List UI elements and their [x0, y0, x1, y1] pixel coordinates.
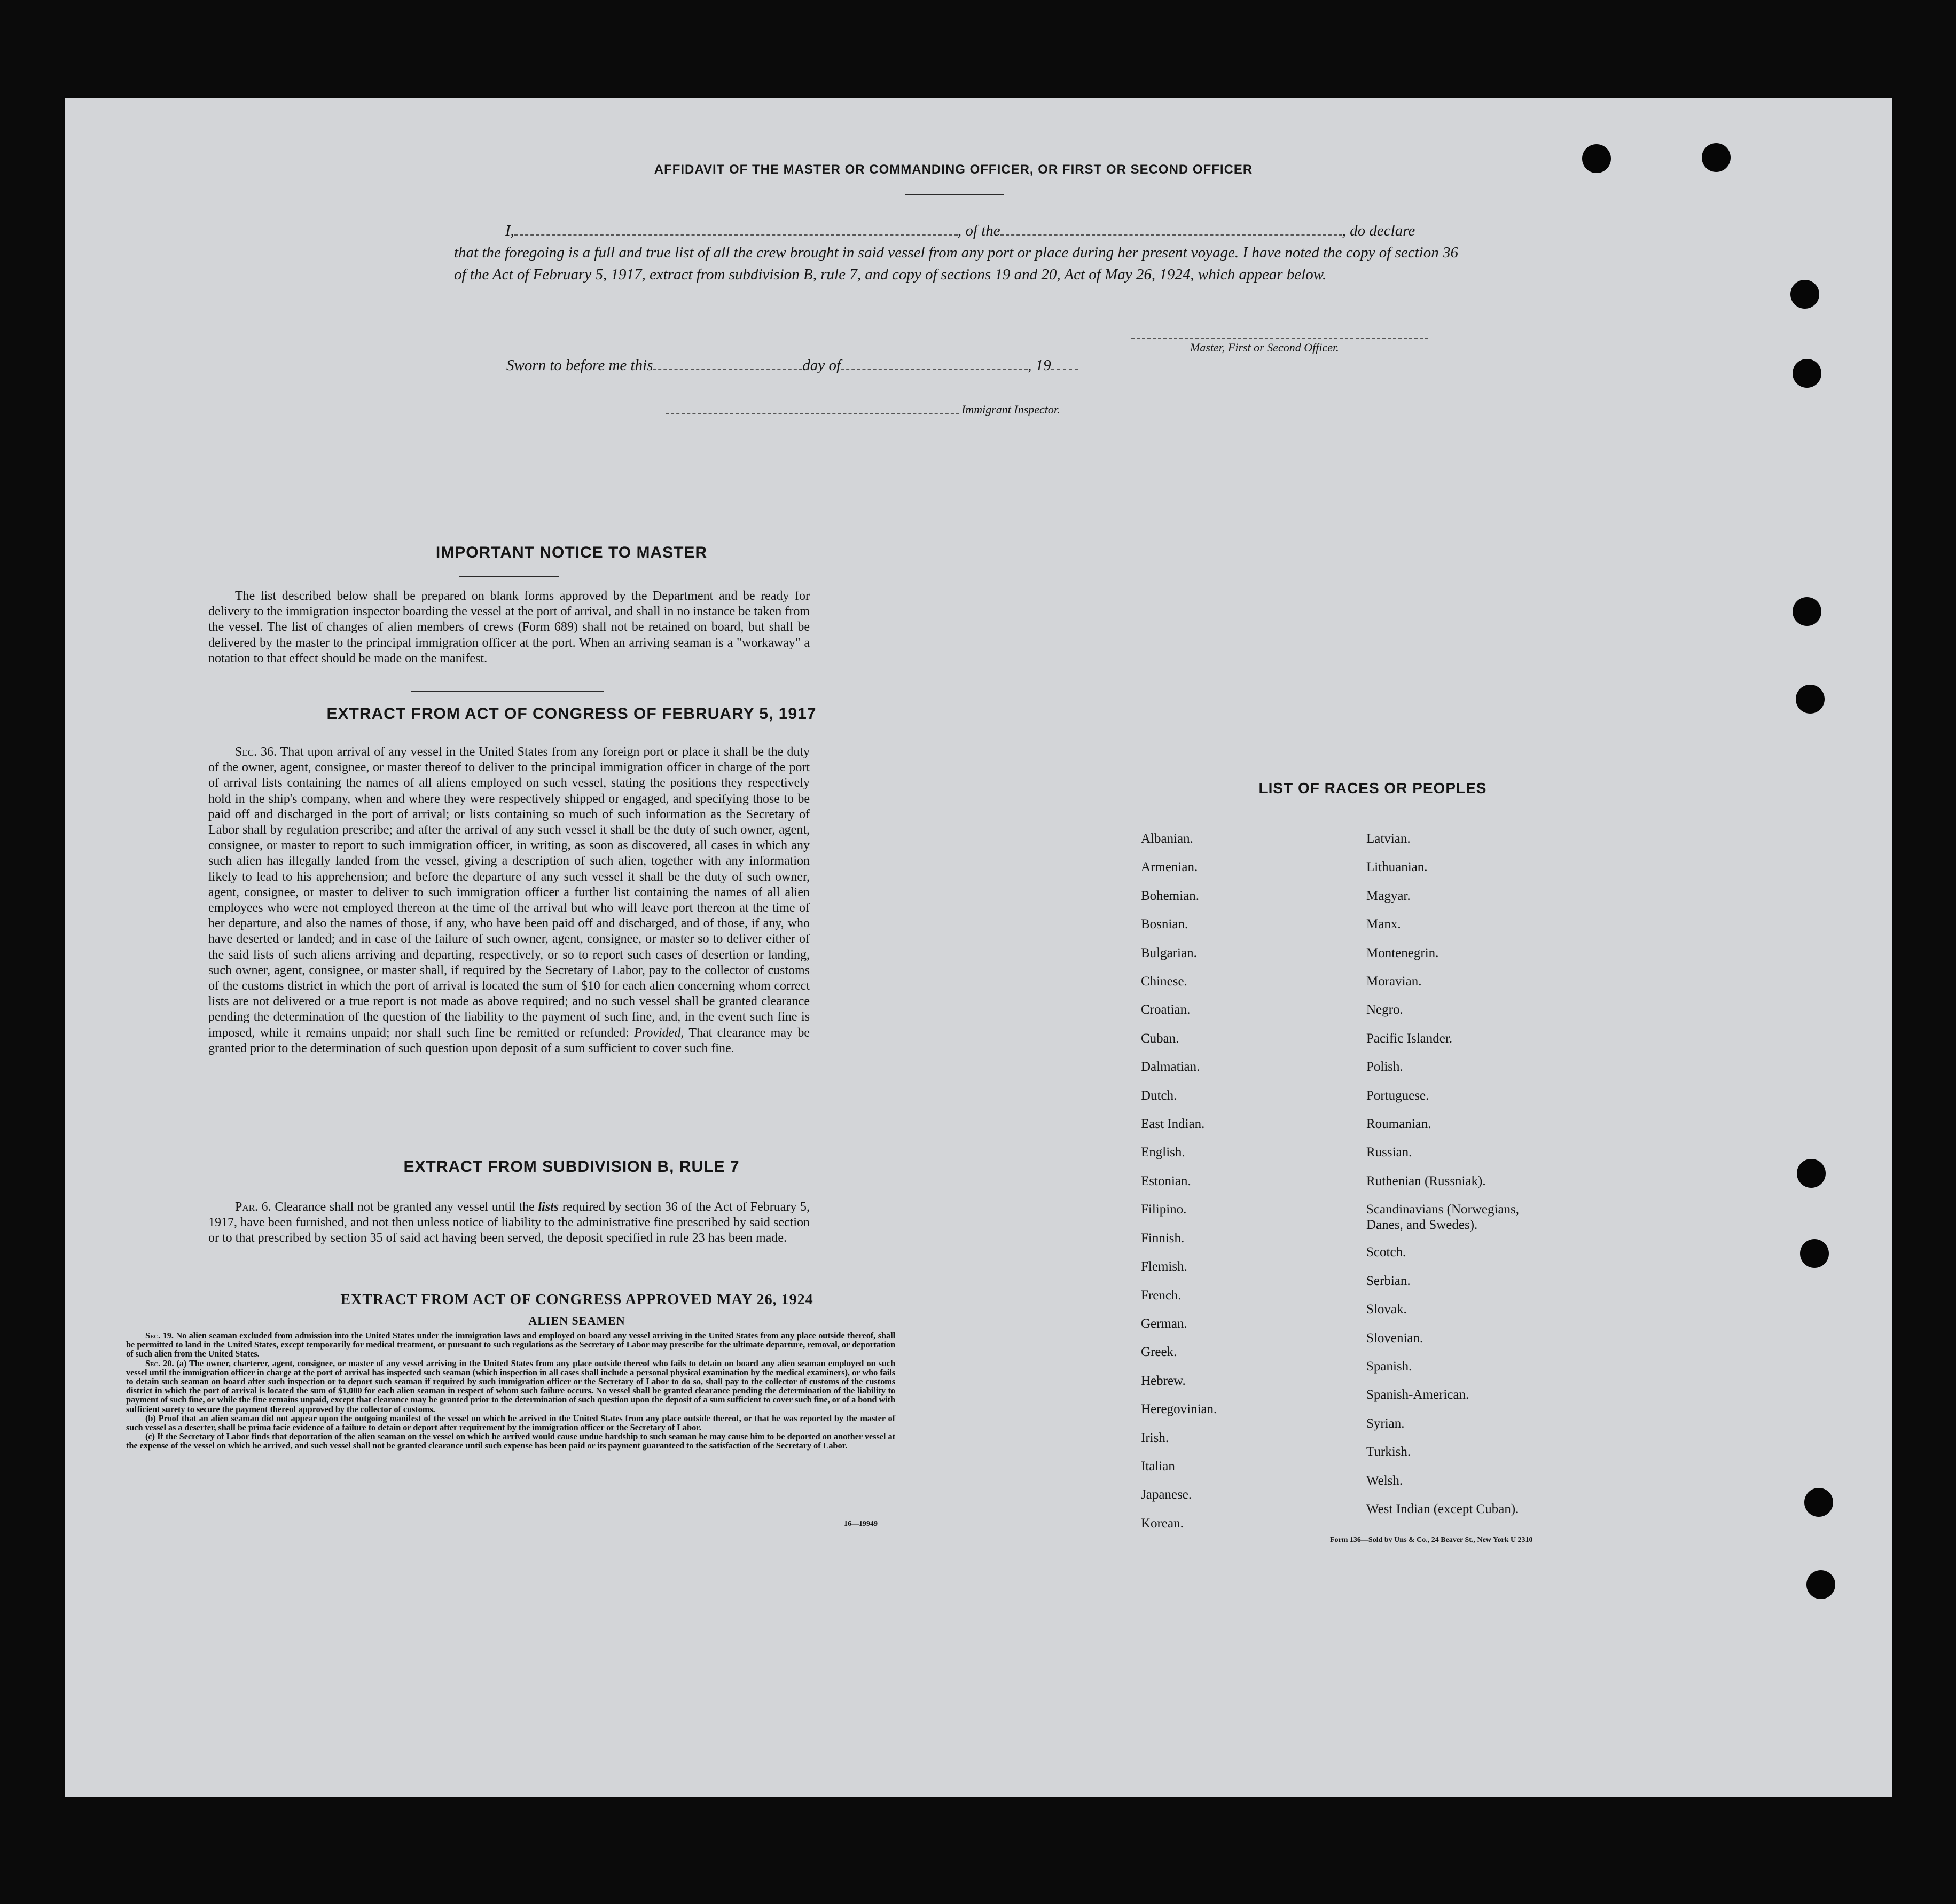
print-number: 16—19949: [844, 1520, 878, 1528]
race-item: Albanian.: [1141, 832, 1193, 846]
day-blank[interactable]: [653, 357, 802, 370]
race-item: Bulgarian.: [1141, 945, 1197, 960]
race-item: Latvian.: [1366, 832, 1411, 846]
race-item: German.: [1141, 1316, 1187, 1331]
race-item: English.: [1141, 1145, 1185, 1160]
par-6-body-b: required by section 36 of the Act of February 5, 1917, have been furnished, and not then unless notice of liability to the administrative fine prescribed by said section or to that prescribed by section 35 of said act having been served, the deposit specified in rule 23 has been made.: [208, 1200, 810, 1245]
race-item: Bohemian.: [1141, 888, 1200, 903]
section-36-text: [208, 745, 810, 1056]
race-item: French.: [1141, 1288, 1182, 1303]
notice-text: [208, 589, 810, 667]
race-item: Dalmatian.: [1141, 1060, 1200, 1075]
year-blank[interactable]: [1051, 357, 1078, 370]
punch-hole: [1800, 1239, 1829, 1268]
race-item: Turkish.: [1366, 1445, 1411, 1460]
sec-20c-paragraph: [126, 1432, 895, 1450]
sec-36-label: Sec. 36.: [235, 745, 277, 759]
sec-20b-body: (b) Proof that an alien seaman did not appear upon the outgoing manifest of the vessel on which he arrived in the United States from any place outside thereof, or that he was reported by the master of such vessel as a deserter, shall be prima facie evidence of a failure to detain or deport after requirement by the immigration officer or the Secretary of Labor.: [126, 1413, 895, 1433]
sec-20a-body: (a) The owner, charterer, agent, consignee, or master of any vessel arriving in the United States from any place outside thereof who fails to detain on board any alien seaman employed on such vessel until the immigration officer in charge at the port of arrival has inspected such seaman (which inspection in all cases shall include a personal physical examination by the medical examiners), or who fails to detain such seaman on board after such inspection or to deport such seaman if required by such immigration officer or the Secretary of Labor to do so, shall pay to the collector of customs of the customs district in which the port of arrival is located the sum of $1,000 for each alien seaman in respect of whom such failure occurs. No vessel shall be granted clearance pending the determination of the liability to payment of such fine, or while the fine remains unpaid, except that clearance may be granted prior to the determination of such question upon the deposit of a sum sufficient to cover such fine, or of a bond with sufficient surety to secure the payment thereof approved by the collector of customs.: [126, 1358, 896, 1414]
sec-19-paragraph: [126, 1331, 895, 1359]
form-footer: Form 136—Sold by Uns & Co., 24 Beaver St., New York U 2310: [1330, 1536, 1533, 1544]
race-item: Slovenian.: [1366, 1330, 1423, 1345]
extract-1924-heading: EXTRACT FROM ACT OF CONGRESS APPROVED MAY 26, 1924: [340, 1291, 813, 1308]
sec-20a-paragraph: [126, 1359, 895, 1414]
race-item: West Indian (except Cuban).: [1366, 1501, 1519, 1516]
punch-hole: [1793, 359, 1821, 388]
sections-19-20-text: [126, 1331, 895, 1451]
race-item: Manx.: [1366, 917, 1401, 932]
punch-hole: [1804, 1488, 1833, 1517]
divider: [905, 194, 1004, 195]
race-item: Armenian.: [1141, 860, 1198, 875]
races-right-column: [1366, 825, 1644, 1523]
vessel-blank[interactable]: [1000, 223, 1342, 236]
race-item: Italian: [1141, 1459, 1175, 1474]
races-heading: LIST OF RACES OR PEOPLES: [1258, 780, 1487, 796]
race-item-line: Danes, and Swedes).: [1366, 1218, 1478, 1233]
sec-19-body: No alien seaman excluded from admission into the United States under the immigration laws and employed on board any vessel arriving in the United States from any place outside thereof, shall be permitted to land in the United States, except temporarily for medical treatment, or pursuant to such regulations as the Secretary of Labor may prescribe for the ultimate departure, removal, or deportation of such alien from the United States.: [126, 1330, 895, 1359]
race-item: Negro.: [1366, 1002, 1403, 1017]
race-item: Finnish.: [1141, 1231, 1185, 1245]
sworn-day-of: day of: [802, 357, 841, 374]
race-item: Russian.: [1366, 1145, 1412, 1160]
race-item: Polish.: [1366, 1060, 1403, 1075]
race-item: Pacific Islander.: [1366, 1031, 1453, 1046]
affidavit-declare: , do declare: [1342, 222, 1415, 239]
punch-hole: [1790, 280, 1819, 309]
race-item: Bosnian.: [1141, 917, 1188, 932]
race-item: Spanish-American.: [1366, 1388, 1469, 1402]
punch-hole: [1797, 1159, 1826, 1188]
race-item: Serbian.: [1366, 1273, 1411, 1288]
affidavit-body: [454, 220, 1458, 286]
inspector-label: Immigrant Inspector.: [961, 403, 1060, 416]
race-item: Japanese.: [1141, 1487, 1192, 1502]
race-item: Irish.: [1141, 1430, 1169, 1445]
provided-word: Provided,: [634, 1025, 684, 1040]
race-item: Croatian.: [1141, 1002, 1191, 1017]
race-item: Magyar.: [1366, 888, 1411, 903]
race-item: Spanish.: [1366, 1359, 1412, 1374]
race-item: Greek.: [1141, 1345, 1177, 1360]
race-item: Ruthenian (Russniak).: [1366, 1173, 1486, 1188]
sec-20b-paragraph: [126, 1414, 895, 1432]
race-item: Welsh.: [1366, 1473, 1403, 1488]
par-6-text: [208, 1200, 810, 1247]
name-blank[interactable]: [514, 223, 958, 236]
sec-36-body: That upon arrival of any vessel in the United States from any foreign port or place it shall be the duty of the owner, agent, consignee, or master thereof to deliver to the principal immigration officer in charge of the port of arrival lists containing the names of all aliens employed on such vessel, stating the positions they respectively hold in the ship's company, when and where they were respectively shipped or engaged, and specifying those to be paid off and discharged in the port of arrival; or lists containing so much of such information as the Secretary of Labor shall by regulation prescribe; and after the arrival of any such vessel it shall be the duty of such owner, agent, consignee, or master to report to such immigration officer, in writing, as soon as discovered, all cases in which any such alien has illegally landed from the vessel, giving a description of such alien, together with any information likely to lead to his apprehension; and before the departure of any such vessel it shall be the duty of such owner, agent, consignee, or master to deliver to such immigration officer a further list containing the names of all alien employees who were not employed thereon at the time of the arrival but who will leave port thereon at the time of her departure, and also the names of those, if any, who have been paid off and discharged, and of those, if any, who have deserted or landed; and in case of the failure of such owner, agent, consignee, or master so to deliver either of the said lists of such aliens arriving and departing, respectively, or so to report such cases of desertion or landing, such owner, agent, consignee, or master shall, if required by the Secretary of Labor, pay to the collector of customs of the customs district in which the port of arrival is located the sum of $10 for each alien concerning whom correct lists are not delivered or a true report is not made as above required; and no such vessel shall be granted clearance pending the determination of the question of the liability to the payment of such fine, and, in the event such fine is imposed, while it remains unpaid; nor shall such fine be remitted or refunded:: [208, 745, 810, 1040]
punch-hole: [1702, 143, 1731, 172]
race-item: Heregovinian.: [1141, 1402, 1217, 1417]
notice-paragraph: The list described below shall be prepared on blank forms approved by the Department and be ready for delivery to the immigration inspector boarding the vessel at the port of arrival, and shall in no instance be taken from the vessel. The list of changes of alien members of crews (Form 689) shall not be retained on board, but shall be delivered by the master to the principal immigration officer at the port. When an arriving seaman is a "workaway" a notation to that effect should be made on the manifest.: [208, 589, 810, 665]
master-signature-line[interactable]: [1131, 338, 1428, 339]
race-item: Lithuanian.: [1366, 860, 1428, 875]
race-item: Slovak.: [1366, 1302, 1407, 1317]
par-6-label: Par. 6.: [235, 1200, 271, 1214]
sworn-prefix: Sworn to before me this: [506, 357, 653, 374]
notice-heading: IMPORTANT NOTICE TO MASTER: [435, 544, 708, 561]
race-item-line: Scandinavians (Norwegians,: [1366, 1202, 1520, 1217]
affidavit-declaration-line: [454, 220, 1458, 242]
race-item: Moravian.: [1366, 974, 1422, 989]
extract-1917-heading: EXTRACT FROM ACT OF CONGRESS OF FEBRUARY 5, 1917: [326, 705, 817, 723]
race-item-scandinavians: [1366, 1195, 1644, 1238]
affidavit-title: AFFIDAVIT OF THE MASTER OR COMMANDING OFFICER, OR FIRST OR SECOND OFFICER: [654, 162, 1253, 177]
race-item: Hebrew.: [1141, 1373, 1186, 1388]
affidavit-text: that the foregoing is a full and true list of all the crew brought in said vessel from any port or place during her present voyage. I have noted the copy of section 36 of the Act of February 5, 1917, extract from subdivision B, rule 7, and copy of sections 19 and 20, Act of May 26, 1924, which appear below.: [454, 244, 1458, 283]
punch-hole: [1796, 685, 1825, 714]
sec-36-proviso: That clearance may be granted prior to the determination of such question upon deposit of a sum sufficient to cover such fine.: [208, 1025, 810, 1055]
punch-hole: [1793, 597, 1821, 626]
rule7-heading: EXTRACT FROM SUBDIVISION B, RULE 7: [403, 1158, 740, 1176]
alien-seamen-subheading: ALIEN SEAMEN: [528, 1314, 625, 1327]
par-6-body-a: Clearance shall not be granted any vessel until the: [275, 1200, 535, 1214]
race-item: Dutch.: [1141, 1088, 1177, 1103]
month-blank[interactable]: [841, 357, 1028, 370]
punch-hole: [1806, 1570, 1835, 1599]
race-item: Estonian.: [1141, 1173, 1191, 1188]
punch-hole: [1582, 144, 1611, 173]
race-item: Portuguese.: [1366, 1088, 1429, 1103]
inspector-signature-line[interactable]: [666, 413, 959, 414]
race-item: Montenegrin.: [1366, 945, 1439, 960]
races-left-column: [1141, 825, 1355, 1538]
race-item: Cuban.: [1141, 1031, 1179, 1046]
sec-20c-body: (c) If the Secretary of Labor finds that deportation of the alien seaman on the vessel on which he arrived would cause undue hardship to such seaman he may cause him to be deported on another vessel at the expense of the vessel on which he arrived, and such vessel shall not be granted clearance until such expense has been paid or its payment guaranteed to the satisfaction of the Secretary of Labor.: [126, 1431, 895, 1451]
divider: [411, 691, 604, 692]
sec-19-label: Sec. 19.: [145, 1330, 174, 1341]
sec-20-label: Sec. 20.: [145, 1358, 174, 1368]
race-item: Flemish.: [1141, 1259, 1187, 1274]
sworn-line: [506, 357, 1078, 374]
sworn-year: , 19: [1028, 357, 1051, 374]
race-item: East Indian.: [1141, 1117, 1205, 1132]
divider: [459, 576, 559, 577]
race-item: Syrian.: [1366, 1416, 1405, 1431]
race-item: Korean.: [1141, 1516, 1184, 1531]
master-label: Master, First or Second Officer.: [1190, 341, 1339, 354]
race-item: Chinese.: [1141, 974, 1187, 989]
race-item: Filipino.: [1141, 1202, 1187, 1217]
race-item: Roumanian.: [1366, 1117, 1431, 1132]
race-item: Scotch.: [1366, 1245, 1406, 1260]
affidavit-i: I,: [505, 222, 514, 239]
affidavit-of-the: , of the: [957, 222, 1000, 239]
lists-word: lists: [538, 1200, 559, 1214]
